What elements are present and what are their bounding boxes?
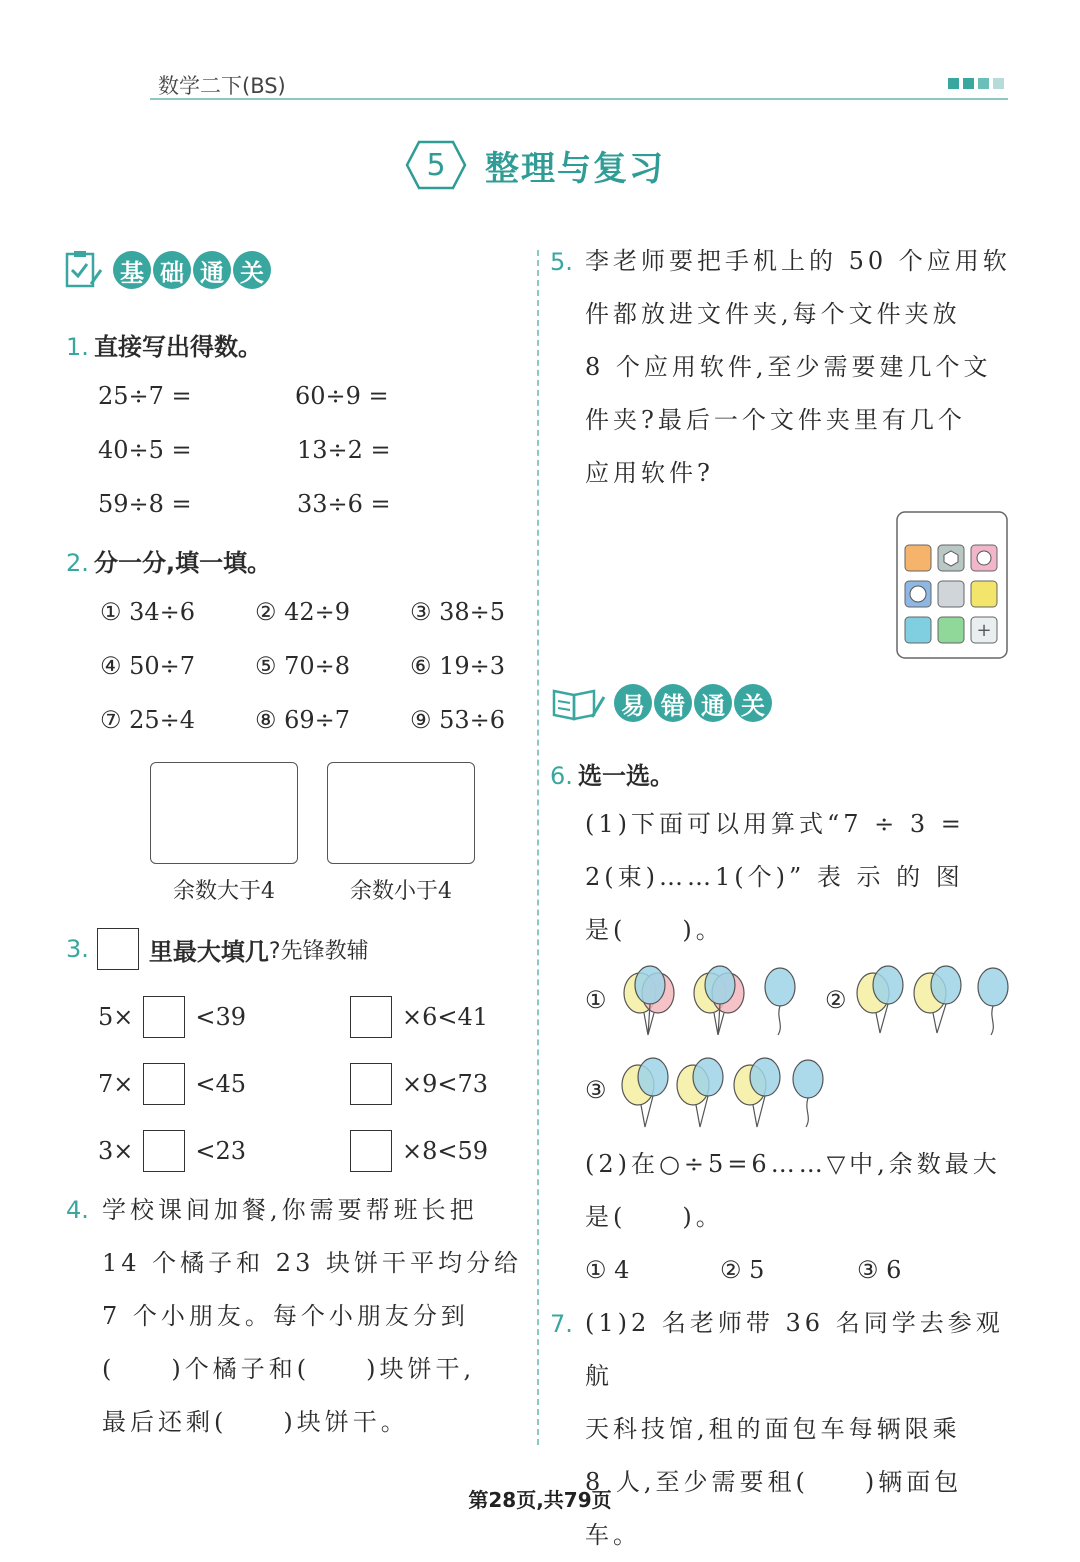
calc-item: 40÷5 = xyxy=(98,436,192,464)
answer-box[interactable] xyxy=(143,1063,185,1105)
section-char: 易 xyxy=(614,684,652,722)
text-line: 14 个橘子和 23 块饼干平均分给 xyxy=(102,1249,522,1277)
answer-box[interactable] xyxy=(350,996,392,1038)
q6-header xyxy=(550,756,674,791)
section-char: 基 xyxy=(113,251,151,289)
page-title xyxy=(405,140,665,190)
section-char: 通 xyxy=(694,684,732,722)
inequality-pre: 5× xyxy=(98,1003,134,1031)
choice-option[interactable]: ② 5 xyxy=(720,1256,765,1284)
inequality-row xyxy=(98,1063,246,1105)
header-square xyxy=(963,78,974,89)
text-line: 8 个应用软件,至少需要建几个文 xyxy=(585,353,992,381)
section-char: 错 xyxy=(654,684,692,722)
q1-header xyxy=(66,327,262,362)
division-item: ② 42÷9 xyxy=(255,598,351,626)
text-line: ( )个橘子和( )块饼干, xyxy=(102,1355,476,1383)
chapter-title: 整理与复习 xyxy=(485,148,665,189)
svg-text:+: + xyxy=(976,620,992,641)
calc-item: 13÷2 = xyxy=(297,436,391,464)
q6-number: 6. xyxy=(550,762,573,790)
inequality-pre: 7× xyxy=(98,1070,134,1098)
q2-prompt: 分一分,填一填。 xyxy=(94,549,272,577)
q2-header xyxy=(66,543,271,578)
answer-box[interactable] xyxy=(350,1063,392,1105)
text-line: (1)2 名老师带 36 名同学去参观航 xyxy=(585,1309,1004,1390)
text-line: 学校课间加餐,你需要帮班长把 xyxy=(102,1196,478,1224)
balloons-option-3 xyxy=(618,1055,838,1135)
answer-box[interactable] xyxy=(143,996,185,1038)
division-item: ④ 50÷7 xyxy=(100,652,196,680)
q3-header xyxy=(66,928,369,970)
calc-item: 59÷8 = xyxy=(98,490,192,518)
clipboard-check-icon xyxy=(63,250,103,290)
division-item: ⑦ 25÷4 xyxy=(100,706,196,734)
chapter-number: 5 xyxy=(426,147,446,183)
q4-text xyxy=(102,1184,532,1449)
division-item: ③ 38÷5 xyxy=(410,598,506,626)
text-line: 应用软件? xyxy=(585,459,714,487)
inequality-post: <39 xyxy=(195,1003,247,1031)
inequality-row xyxy=(98,1130,246,1172)
section-char: 关 xyxy=(734,684,772,722)
text-line: 2(束)……1(个)” 表 示 的 图 xyxy=(585,863,964,891)
header-rule xyxy=(150,98,1008,100)
division-item: ⑤ 70÷8 xyxy=(255,652,351,680)
box-caption: 余数小于4 xyxy=(350,879,452,904)
q1-number: 1. xyxy=(66,333,89,361)
text-line: 天科技馆,租的面包车每辆限乘 xyxy=(585,1415,961,1443)
calc-item: 33÷6 = xyxy=(297,490,391,518)
text-line: 是( )。 xyxy=(585,1203,724,1231)
text-line: (2)在○÷5=6……▽中,余数最大 xyxy=(585,1150,1001,1178)
q5-number: 5. xyxy=(550,248,573,276)
phone-apps-illustration xyxy=(895,510,1009,660)
inequality-row xyxy=(98,996,246,1038)
section-char: 础 xyxy=(153,251,191,289)
answer-box-remainder-gt4[interactable] xyxy=(150,762,298,864)
choice-option[interactable]: ① 4 xyxy=(585,1256,630,1284)
inequality-pre: 3× xyxy=(98,1137,134,1165)
choice-option[interactable]: ③ 6 xyxy=(857,1256,902,1284)
division-item: ⑧ 69÷7 xyxy=(255,706,351,734)
calc-item: 25÷7 = xyxy=(98,382,192,410)
q3-prompt: 里最大填几 xyxy=(148,937,269,966)
q3-prompt-tail: ?先锋教辅 xyxy=(268,938,369,964)
section-badge-basic xyxy=(63,250,273,290)
q2-number: 2. xyxy=(66,549,89,577)
division-item: ⑨ 53÷6 xyxy=(410,706,506,734)
q7-number: 7. xyxy=(550,1310,573,1338)
section-badge-error xyxy=(550,683,774,723)
inequality-post: ×6<41 xyxy=(402,1003,489,1031)
inequality-post: <45 xyxy=(195,1070,247,1098)
option-label[interactable]: ② xyxy=(825,986,847,1014)
inequality-row xyxy=(350,996,488,1038)
division-item: ⑥ 19÷3 xyxy=(410,652,506,680)
answer-box[interactable] xyxy=(350,1130,392,1172)
page-footer: 第28页,共79页 xyxy=(468,1488,612,1512)
q3-number: 3. xyxy=(66,935,89,963)
section-char: 通 xyxy=(193,251,231,289)
q5-text xyxy=(585,235,1015,500)
book-title: 数学二下(BS) xyxy=(158,74,286,98)
text-line: (1)下面可以用算式“7 ÷ 3 = xyxy=(585,810,965,838)
option-label[interactable]: ③ xyxy=(585,1076,607,1104)
answer-box-remainder-lt4[interactable] xyxy=(327,762,475,864)
q6-part1-text xyxy=(585,798,1015,957)
text-line: 最后还剩( )块饼干。 xyxy=(102,1408,409,1436)
calc-item: 60÷9 = xyxy=(295,382,389,410)
text-line: 件夹?最后一个文件夹里有几个 xyxy=(585,406,966,434)
inequality-row xyxy=(350,1063,488,1105)
blank-box-icon xyxy=(97,928,139,970)
division-item: ① 34÷6 xyxy=(100,598,196,626)
header-square xyxy=(948,78,959,89)
text-line: 李老师要把手机上的 50 个应用软 xyxy=(585,247,1011,275)
q4-number: 4. xyxy=(66,1196,89,1224)
header-square xyxy=(993,78,1004,89)
q6-prompt: 选一选。 xyxy=(578,762,674,790)
text-line: 8 人,至少需要租( )辆面包车。 xyxy=(585,1468,963,1549)
header-square xyxy=(978,78,989,89)
q6-part2-text xyxy=(585,1138,1015,1244)
text-line: 是( )。 xyxy=(585,916,724,944)
inequality-post: ×9<73 xyxy=(402,1070,489,1098)
inequality-post: ×8<59 xyxy=(402,1137,489,1165)
column-divider xyxy=(537,250,539,1445)
option-label[interactable]: ① xyxy=(585,986,607,1014)
balloons-option-1-2 xyxy=(618,963,1018,1043)
q1-prompt: 直接写出得数。 xyxy=(94,333,262,361)
section-char: 关 xyxy=(233,251,271,289)
text-line: 件都放进文件夹,每个文件夹放 xyxy=(585,300,961,328)
q7-text xyxy=(585,1297,1015,1562)
box-caption: 余数大于4 xyxy=(173,879,275,904)
inequality-row xyxy=(350,1130,488,1172)
open-book-pencil-icon xyxy=(550,683,606,723)
answer-box[interactable] xyxy=(143,1130,185,1172)
text-line: 7 个小朋友。每个小朋友分到 xyxy=(102,1302,469,1330)
inequality-post: <23 xyxy=(195,1137,247,1165)
